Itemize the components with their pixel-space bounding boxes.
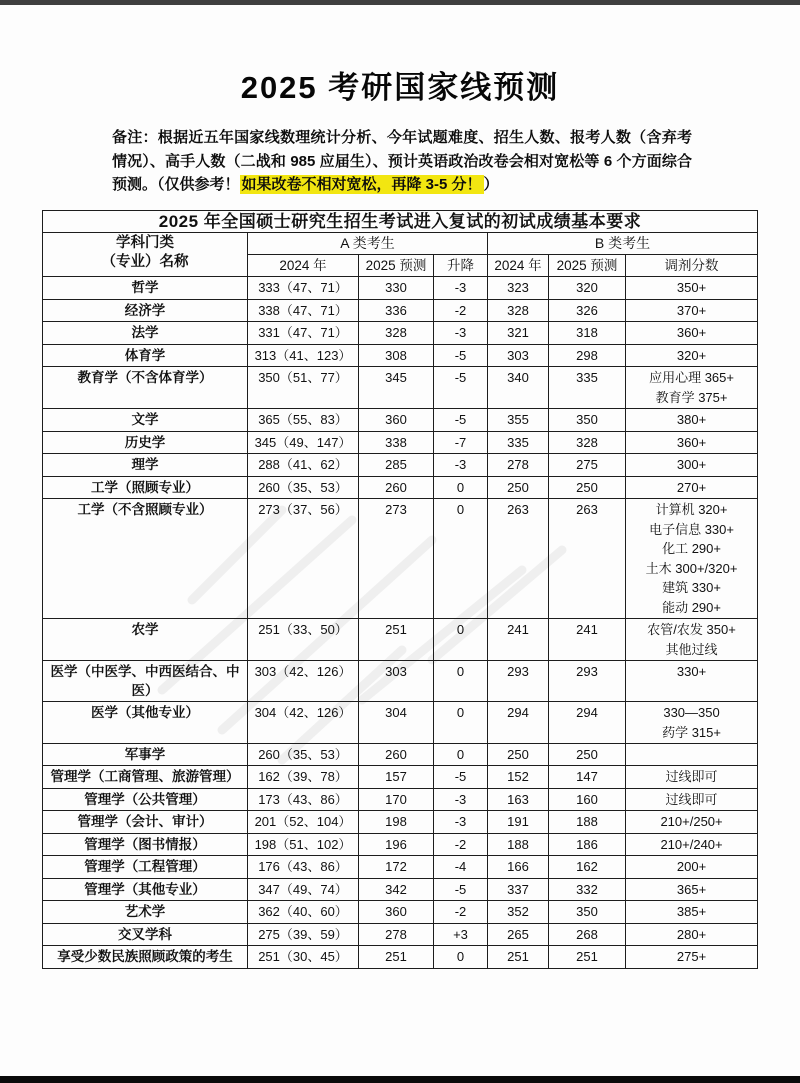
adjust-scores bbox=[626, 431, 758, 454]
a-2025-forecast: 338 bbox=[359, 431, 434, 454]
a-2024-score: 333（47、71） bbox=[248, 277, 359, 300]
change-value: -3 bbox=[434, 277, 488, 300]
adjust-scores bbox=[626, 661, 758, 702]
change-value: -3 bbox=[434, 811, 488, 834]
subject-name: 农学 bbox=[43, 619, 248, 661]
a-2024-score: 331（47、71） bbox=[248, 322, 359, 345]
change-value: -3 bbox=[434, 322, 488, 345]
adjust-score-line: 其他过线 bbox=[665, 641, 718, 657]
b-2024-score: 250 bbox=[488, 476, 549, 499]
adjust-score-line: 电子信息 330+ bbox=[649, 521, 734, 537]
subject-name: 管理学（图书情报） bbox=[43, 833, 248, 856]
adjust-score-line: 计算机 320+ bbox=[655, 502, 728, 517]
a-2025-forecast: 251 bbox=[359, 946, 434, 969]
a-2025-forecast: 278 bbox=[359, 923, 434, 946]
b-2024-score: 250 bbox=[488, 744, 549, 766]
b-2024-score: 335 bbox=[488, 431, 549, 454]
b-2025-forecast: 320 bbox=[549, 277, 626, 300]
adjust-score-line: 200+ bbox=[676, 859, 707, 874]
a-2024-score: 176（43、86） bbox=[248, 856, 359, 879]
a-2025-forecast: 336 bbox=[359, 299, 434, 322]
adjust-score-line: 270+ bbox=[676, 479, 707, 495]
subject-name: 管理学（会计、审计） bbox=[43, 811, 248, 834]
a-2025-forecast: 260 bbox=[359, 744, 434, 766]
change-value: -4 bbox=[434, 856, 488, 879]
top-edge-bar bbox=[0, 0, 800, 5]
subject-name: 医学（中医学、中西医结合、中医） bbox=[43, 661, 248, 702]
change-value: 0 bbox=[434, 946, 488, 969]
b-2024-score: 294 bbox=[488, 702, 549, 744]
header-adjust: 调剂分数 bbox=[626, 255, 758, 277]
change-value: 0 bbox=[434, 661, 488, 702]
page-title: 2025 考研国家线预测 bbox=[240, 70, 560, 105]
adjust-score-line: 380+ bbox=[676, 412, 707, 427]
table-row bbox=[43, 702, 758, 744]
change-value: 0 bbox=[434, 744, 488, 766]
change-value: -5 bbox=[434, 409, 488, 432]
score-table bbox=[42, 210, 758, 969]
a-2024-score: 345（49、147） bbox=[248, 431, 359, 454]
adjust-scores bbox=[626, 833, 758, 856]
a-2024-score: 273（37、56） bbox=[248, 499, 359, 619]
change-value: -2 bbox=[434, 299, 488, 322]
b-2024-score: 188 bbox=[488, 833, 549, 856]
subject-name: 医学（其他专业） bbox=[43, 702, 248, 744]
change-value: -5 bbox=[434, 766, 488, 789]
a-2025-forecast: 273 bbox=[359, 499, 434, 619]
a-2024-score: 251（30、45） bbox=[248, 946, 359, 969]
table-row bbox=[43, 277, 758, 300]
change-value: -2 bbox=[434, 833, 488, 856]
subject-name: 工学（照顾专业） bbox=[43, 476, 248, 499]
b-2024-score: 337 bbox=[488, 878, 549, 901]
b-2025-forecast: 318 bbox=[549, 322, 626, 345]
b-2025-forecast: 250 bbox=[549, 476, 626, 499]
b-2024-score: 321 bbox=[488, 322, 549, 345]
adjust-scores bbox=[626, 367, 758, 409]
change-value: 0 bbox=[434, 702, 488, 744]
subject-name: 管理学（工商管理、旅游管理） bbox=[43, 766, 248, 789]
table-row bbox=[43, 744, 758, 766]
table-row bbox=[43, 878, 758, 901]
adjust-scores bbox=[626, 277, 758, 300]
table-body bbox=[43, 277, 758, 969]
table-row bbox=[43, 476, 758, 499]
change-value: -7 bbox=[434, 431, 488, 454]
a-2025-forecast: 330 bbox=[359, 277, 434, 300]
adjust-scores bbox=[626, 878, 758, 901]
subject-name: 教育学（不含体育学） bbox=[43, 367, 248, 409]
b-2024-score: 265 bbox=[488, 923, 549, 946]
table-row bbox=[43, 946, 758, 969]
subject-name: 军事学 bbox=[43, 744, 248, 766]
b-2025-forecast: 162 bbox=[549, 856, 626, 879]
header-change: 升降 bbox=[434, 255, 488, 277]
adjust-scores bbox=[626, 766, 758, 789]
a-2025-forecast: 328 bbox=[359, 322, 434, 345]
table-row bbox=[43, 661, 758, 702]
a-2024-score: 365（55、83） bbox=[248, 409, 359, 432]
change-value: 0 bbox=[434, 619, 488, 661]
table-row bbox=[43, 409, 758, 432]
subject-name: 历史学 bbox=[43, 431, 248, 454]
b-2024-score: 251 bbox=[488, 946, 549, 969]
b-2025-forecast: 186 bbox=[549, 833, 626, 856]
bottom-edge-bar bbox=[0, 1076, 800, 1083]
a-2024-score: 347（49、74） bbox=[248, 878, 359, 901]
a-2024-score: 275（39、59） bbox=[248, 923, 359, 946]
adjust-score-line: 320+ bbox=[676, 347, 707, 363]
a-2025-forecast: 360 bbox=[359, 901, 434, 924]
a-2024-score: 260（35、53） bbox=[248, 476, 359, 499]
adjust-score-line: 275+ bbox=[676, 949, 707, 964]
a-2025-forecast: 157 bbox=[359, 766, 434, 789]
adjust-scores bbox=[626, 476, 758, 499]
table-row bbox=[43, 367, 758, 409]
adjust-scores bbox=[626, 946, 758, 969]
change-value: -2 bbox=[434, 901, 488, 924]
adjust-scores bbox=[626, 454, 758, 477]
adjust-scores bbox=[626, 856, 758, 879]
a-2025-forecast: 198 bbox=[359, 811, 434, 834]
a-2024-score: 362（40、60） bbox=[248, 901, 359, 924]
table-title: 2025 年全国硕士研究生招生考试进入复试的初试成绩基本要求 bbox=[43, 211, 758, 233]
table-row bbox=[43, 431, 758, 454]
a-2024-score: 350（51、77） bbox=[248, 367, 359, 409]
a-2024-score: 260（35、53） bbox=[248, 744, 359, 766]
subject-name: 管理学（其他专业） bbox=[43, 878, 248, 901]
a-2024-score: 173（43、86） bbox=[248, 788, 359, 811]
subject-name: 法学 bbox=[43, 322, 248, 345]
b-2024-score: 328 bbox=[488, 299, 549, 322]
b-2025-forecast: 350 bbox=[549, 901, 626, 924]
b-2025-forecast: 275 bbox=[549, 454, 626, 477]
a-2024-score: 288（41、62） bbox=[248, 454, 359, 477]
b-2025-forecast: 350 bbox=[549, 409, 626, 432]
header-subject-line2: （专业）名称 bbox=[101, 254, 189, 270]
b-2024-score: 166 bbox=[488, 856, 549, 879]
note-suffix: ） bbox=[483, 176, 499, 193]
b-2025-forecast: 188 bbox=[549, 811, 626, 834]
b-2025-forecast: 160 bbox=[549, 788, 626, 811]
a-2024-score: 162（39、78） bbox=[248, 766, 359, 789]
adjust-score-line: 330—350 bbox=[663, 705, 720, 720]
change-value: -3 bbox=[434, 788, 488, 811]
a-2024-score: 198（51、102） bbox=[248, 833, 359, 856]
table-row bbox=[43, 499, 758, 619]
adjust-scores bbox=[626, 923, 758, 946]
b-2025-forecast: 328 bbox=[549, 431, 626, 454]
adjust-scores bbox=[626, 344, 758, 367]
note-highlight: 如果改卷不相对宽松，再降 3-5 分！ bbox=[241, 176, 482, 193]
change-value: -5 bbox=[434, 367, 488, 409]
b-2024-score: 263 bbox=[488, 499, 549, 619]
adjust-score-line: 210+/250+ bbox=[660, 814, 723, 829]
table-row bbox=[43, 299, 758, 322]
change-value: -3 bbox=[434, 454, 488, 477]
b-2024-score: 352 bbox=[488, 901, 549, 924]
subject-name: 文学 bbox=[43, 409, 248, 432]
b-2024-score: 303 bbox=[488, 344, 549, 367]
adjust-score-line: 过线即可 bbox=[665, 791, 718, 807]
a-2024-score: 338（47、71） bbox=[248, 299, 359, 322]
change-value: +3 bbox=[434, 923, 488, 946]
adjust-score-line: 应用心理 365+ bbox=[649, 370, 734, 385]
adjust-scores bbox=[626, 322, 758, 345]
header-group-a: A 类考生 bbox=[248, 233, 488, 255]
a-2025-forecast: 304 bbox=[359, 702, 434, 744]
table-row bbox=[43, 901, 758, 924]
b-2025-forecast: 332 bbox=[549, 878, 626, 901]
adjust-score-line: 280+ bbox=[676, 926, 707, 942]
change-value: -5 bbox=[434, 878, 488, 901]
note-paragraph bbox=[112, 126, 692, 197]
a-2025-forecast: 285 bbox=[359, 454, 434, 477]
adjust-score-line: 365+ bbox=[676, 881, 707, 897]
a-2025-forecast: 360 bbox=[359, 409, 434, 432]
header-group-row bbox=[43, 233, 758, 255]
adjust-scores bbox=[626, 901, 758, 924]
adjust-scores bbox=[626, 409, 758, 432]
table-row bbox=[43, 788, 758, 811]
b-2024-score: 241 bbox=[488, 619, 549, 661]
adjust-score-line: 330+ bbox=[676, 664, 707, 679]
header-group-b: B 类考生 bbox=[488, 233, 758, 255]
header-subject bbox=[43, 233, 248, 277]
subject-name: 管理学（工程管理） bbox=[43, 856, 248, 879]
adjust-score-line: 过线即可 bbox=[665, 769, 718, 784]
adjust-score-line: 能动 290+ bbox=[662, 599, 721, 615]
table-row bbox=[43, 811, 758, 834]
adjust-scores bbox=[626, 744, 758, 766]
subject-name: 体育学 bbox=[43, 344, 248, 367]
table-row bbox=[43, 454, 758, 477]
b-2024-score: 163 bbox=[488, 788, 549, 811]
note-text: 备注：根据近五年国家线数理统计分析、今年试题难度、招生人数、报考人数（含弃考情况）、高手人数（二战和 985 应届生）、预计英语政治改卷会相对宽松等 6 个方面综合预测。（仅供参考！ bbox=[112, 129, 692, 193]
adjust-score-line: 370+ bbox=[676, 302, 707, 318]
b-2025-forecast: 335 bbox=[549, 367, 626, 409]
b-2024-score: 355 bbox=[488, 409, 549, 432]
adjust-score-line: 210+/240+ bbox=[660, 836, 723, 852]
table-row bbox=[43, 833, 758, 856]
change-value: 0 bbox=[434, 476, 488, 499]
subject-name: 享受少数民族照顾政策的考生 bbox=[43, 946, 248, 969]
adjust-scores bbox=[626, 702, 758, 744]
table-row bbox=[43, 923, 758, 946]
b-2025-forecast: 298 bbox=[549, 344, 626, 367]
adjust-scores bbox=[626, 499, 758, 619]
b-2024-score: 278 bbox=[488, 454, 549, 477]
table-row bbox=[43, 856, 758, 879]
score-table-wrap bbox=[42, 210, 757, 969]
table-row bbox=[43, 619, 758, 661]
table-row bbox=[43, 766, 758, 789]
table-title-row bbox=[43, 211, 758, 233]
header-a-2025: 2025 预测 bbox=[359, 255, 434, 277]
adjust-score-line: 建筑 330+ bbox=[662, 580, 721, 595]
a-2025-forecast: 196 bbox=[359, 833, 434, 856]
a-2025-forecast: 345 bbox=[359, 367, 434, 409]
a-2024-score: 304（42、126） bbox=[248, 702, 359, 744]
b-2025-forecast: 326 bbox=[549, 299, 626, 322]
b-2025-forecast: 250 bbox=[549, 744, 626, 766]
b-2024-score: 340 bbox=[488, 367, 549, 409]
subject-name: 工学（不含照顾专业） bbox=[43, 499, 248, 619]
adjust-score-line: 350+ bbox=[676, 280, 707, 295]
a-2025-forecast: 308 bbox=[359, 344, 434, 367]
adjust-scores bbox=[626, 811, 758, 834]
adjust-score-line: 土木 300+/320+ bbox=[645, 560, 738, 576]
a-2025-forecast: 342 bbox=[359, 878, 434, 901]
adjust-scores bbox=[626, 788, 758, 811]
a-2025-forecast: 251 bbox=[359, 619, 434, 661]
adjust-score-line: 药学 315+ bbox=[662, 724, 721, 740]
subject-name: 理学 bbox=[43, 454, 248, 477]
a-2024-score: 303（42、126） bbox=[248, 661, 359, 702]
adjust-scores bbox=[626, 619, 758, 661]
a-2025-forecast: 172 bbox=[359, 856, 434, 879]
subject-name: 管理学（公共管理） bbox=[43, 788, 248, 811]
b-2024-score: 191 bbox=[488, 811, 549, 834]
b-2025-forecast: 268 bbox=[549, 923, 626, 946]
a-2025-forecast: 303 bbox=[359, 661, 434, 702]
adjust-score-line: 385+ bbox=[676, 904, 707, 919]
b-2025-forecast: 263 bbox=[549, 499, 626, 619]
a-2024-score: 251（33、50） bbox=[248, 619, 359, 661]
adjust-score-line: 化工 290+ bbox=[662, 541, 721, 556]
table-row bbox=[43, 344, 758, 367]
b-2025-forecast: 251 bbox=[549, 946, 626, 969]
header-b-2025: 2025 预测 bbox=[549, 255, 626, 277]
change-value: 0 bbox=[434, 499, 488, 619]
b-2024-score: 152 bbox=[488, 766, 549, 789]
a-2025-forecast: 170 bbox=[359, 788, 434, 811]
subject-name: 经济学 bbox=[43, 299, 248, 322]
table-row bbox=[43, 322, 758, 345]
a-2025-forecast: 260 bbox=[359, 476, 434, 499]
change-value: -5 bbox=[434, 344, 488, 367]
b-2025-forecast: 293 bbox=[549, 661, 626, 702]
adjust-score-line: 360+ bbox=[676, 325, 707, 340]
b-2025-forecast: 147 bbox=[549, 766, 626, 789]
b-2024-score: 323 bbox=[488, 277, 549, 300]
adjust-score-line: 教育学 375+ bbox=[655, 389, 728, 405]
adjust-scores bbox=[626, 299, 758, 322]
a-2024-score: 201（52、104） bbox=[248, 811, 359, 834]
subject-name: 艺术学 bbox=[43, 901, 248, 924]
header-b-2024: 2024 年 bbox=[488, 255, 549, 277]
header-subject-line1: 学科门类 bbox=[116, 235, 174, 251]
b-2024-score: 293 bbox=[488, 661, 549, 702]
b-2025-forecast: 294 bbox=[549, 702, 626, 744]
b-2025-forecast: 241 bbox=[549, 619, 626, 661]
subject-name: 交叉学科 bbox=[43, 923, 248, 946]
header-a-2024: 2024 年 bbox=[248, 255, 359, 277]
subject-name: 哲学 bbox=[43, 277, 248, 300]
adjust-score-line: 农管/农发 350+ bbox=[647, 622, 736, 637]
adjust-score-line: 300+ bbox=[676, 457, 707, 472]
adjust-score-line: 360+ bbox=[676, 434, 707, 450]
a-2024-score: 313（41、123） bbox=[248, 344, 359, 367]
